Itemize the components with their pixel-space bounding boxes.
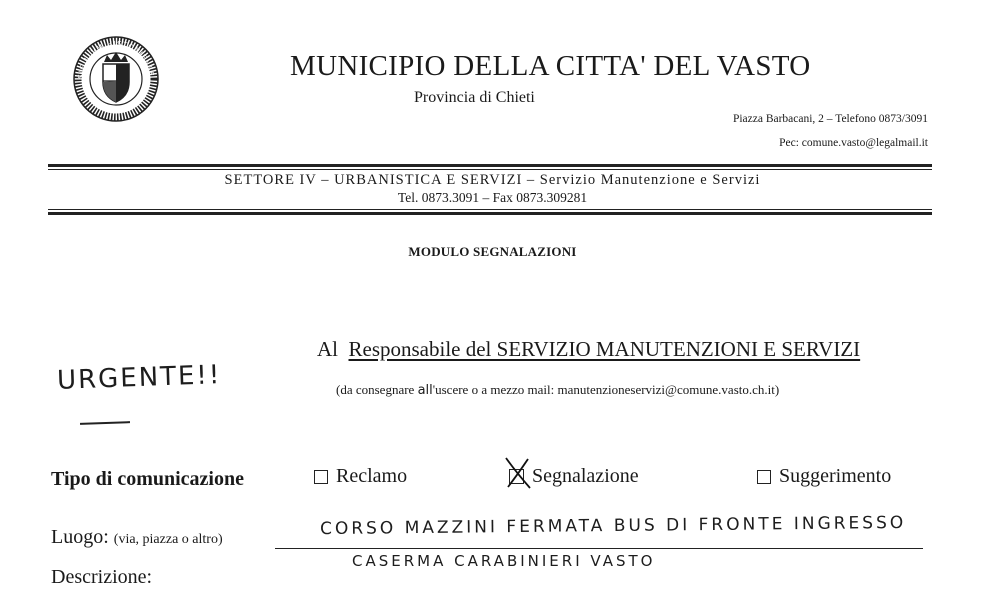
option-segnalazione[interactable] (509, 465, 639, 488)
header-divider-top (48, 164, 932, 167)
header-divider-bottom-thin (48, 209, 932, 210)
place-field-line[interactable] (275, 548, 923, 549)
page-subtitle: Provincia di Chieti (414, 89, 535, 106)
delivery-instructions (336, 382, 779, 398)
sector-contacts: Tel. 0873.3091 – Fax 0873.309281 (397, 190, 588, 205)
form-title: MODULO SEGNALAZIONI (408, 244, 577, 259)
option-suggerimento[interactable] (757, 465, 891, 488)
seal-text: SIGILLVM HISTONIENSE (76, 39, 156, 80)
address-line: Piazza Barbacani, 2 – Telefono 0873/3091 (732, 113, 928, 125)
type-label: Tipo di comunicazione (51, 468, 244, 490)
page-title: MUNICIPIO DELLA CITTA' DEL VASTO (290, 50, 811, 82)
checkbox-suggerimento[interactable] (757, 470, 771, 484)
check-x-mark-icon (504, 456, 534, 490)
option-segnalazione-label: Segnalazione (532, 465, 639, 487)
option-reclamo[interactable] (314, 465, 407, 488)
pec-line: Pec: comune.vasto@legalmail.it (779, 137, 928, 149)
urgent-handwritten-note: URGENTE!! (56, 360, 222, 396)
delivery-text-all: all (417, 383, 433, 398)
header-divider-bottom (48, 212, 932, 215)
urgent-underline (80, 421, 130, 425)
delivery-text-end: 'uscere o a mezzo mail: manutenzioneservizi@comune.vasto.ch.it) (432, 382, 780, 397)
recipient-name: Responsabile del SERVIZIO MANUTENZIONI E SERVIZI (348, 337, 861, 361)
header-divider-top-thin (48, 169, 932, 170)
description-label: Descrizione: (51, 566, 153, 588)
option-reclamo-label: Reclamo (336, 465, 408, 487)
municipal-seal (73, 36, 159, 122)
checkbox-segnalazione-checked[interactable] (509, 469, 524, 484)
place-label-group (51, 526, 223, 549)
place-hint: (via, piazza o altro) (113, 532, 223, 547)
option-suggerimento-label: Suggerimento (779, 465, 892, 487)
delivery-text-start: (da consegnare (336, 382, 418, 397)
sector-name: SETTORE IV – URBANISTICA E SERVIZI – Servizio Manutenzione e Servizi (224, 172, 761, 188)
place-label: Luogo: (51, 526, 109, 548)
place-handwritten-line2: CASERMA CARABINIERI VASTO (352, 552, 656, 570)
place-handwritten-line1: CORSO MAZZINI FERMATA BUS DI FRONTE INGRESSO (319, 512, 907, 540)
recipient-line (317, 337, 860, 362)
recipient-prefix: Al (317, 337, 338, 361)
checkbox-reclamo[interactable] (314, 470, 328, 484)
